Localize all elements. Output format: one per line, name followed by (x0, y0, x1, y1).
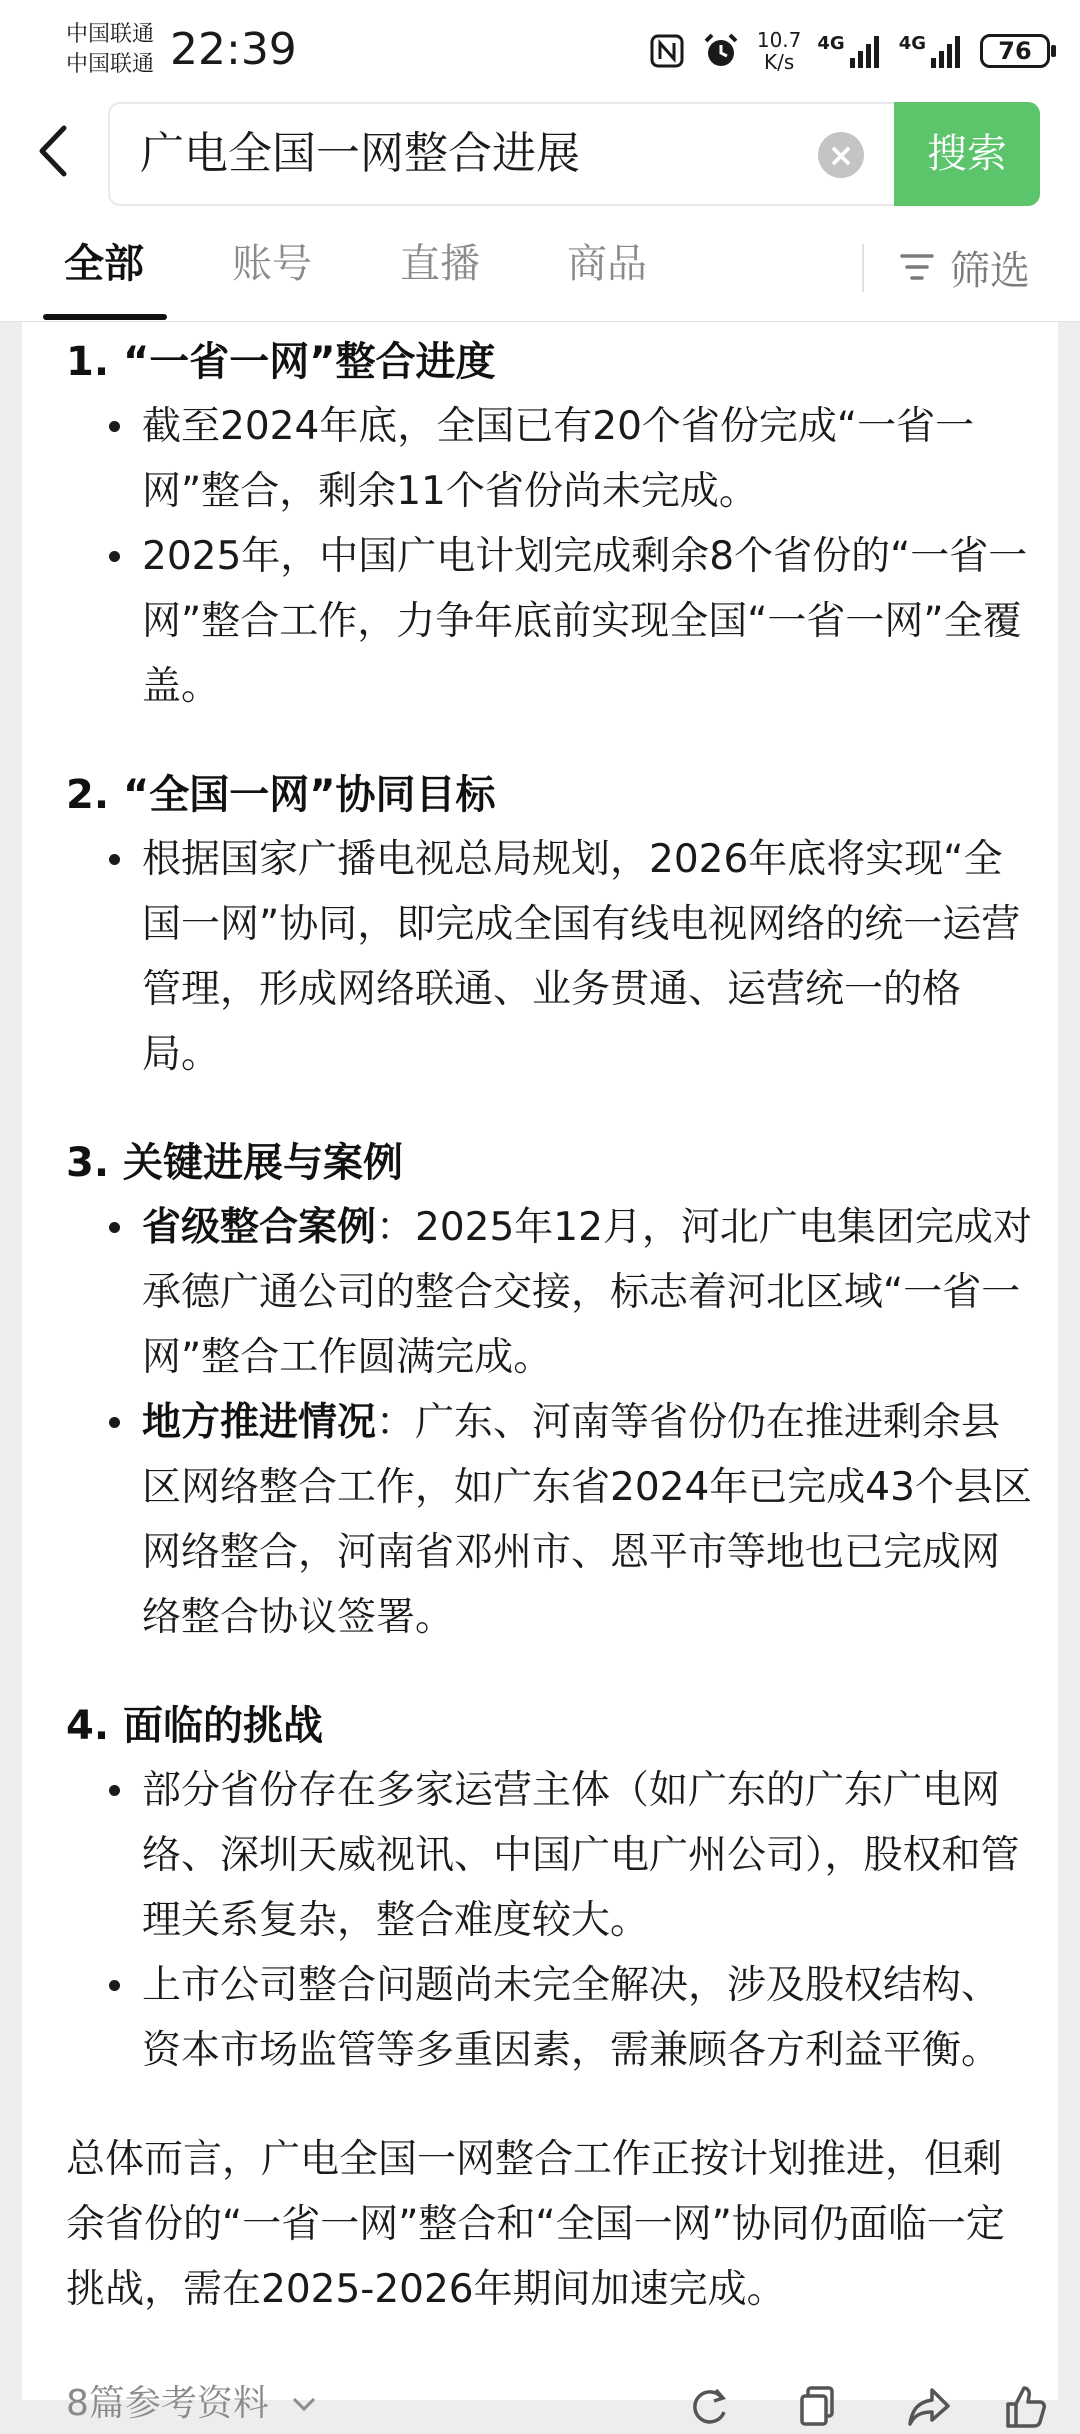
status-icons (649, 26, 1050, 76)
bullet-dot (109, 1785, 120, 1796)
copy-icon[interactable] (796, 2384, 842, 2430)
signal-bars-icon (849, 34, 883, 68)
bullet-item (66, 1953, 1038, 2083)
active-tab-indicator (43, 314, 167, 320)
thumbs-up-icon[interactable] (1002, 2384, 1048, 2430)
summary-paragraph: 总体而言，广电全国一网整合工作正按计划推进，但剩余省份的“一省一网”整合和“全国一网”协同仍面临一定挑战，需在2025-2026年期间加速完成。 (66, 2137, 1005, 2312)
bullet-text: ：2025年12月，河北广电集团完成对承德广通公司的整合交接，标志着河北区域“一省一网”整合工作圆满完成。 (142, 1205, 1032, 1380)
section (66, 1694, 1038, 2083)
tab-live[interactable]: 直播 (400, 241, 480, 287)
bullet-bold-label: 地方推进情况 (142, 1400, 377, 1445)
search-box[interactable] (108, 102, 1038, 206)
battery-indicator: 76 (980, 34, 1050, 68)
bullet-dot (109, 1980, 120, 1991)
network-type-2: 4G (898, 33, 926, 54)
carrier-1: 中国联通 (66, 22, 155, 47)
bullet-list (66, 1195, 1038, 1650)
answer-card (22, 322, 1058, 2424)
net-speed (757, 29, 802, 73)
bullet-list (66, 394, 1038, 719)
bullet-list (66, 827, 1038, 1087)
back-button[interactable] (26, 118, 86, 184)
clear-icon[interactable]: × (818, 132, 864, 178)
signal-1 (817, 34, 882, 68)
sources-row (66, 2374, 1046, 2434)
sources-label: 8篇参考资料 (66, 2383, 269, 2424)
section-heading: 4. 面临的挑战 (66, 1703, 323, 1749)
refresh-icon[interactable] (686, 2384, 732, 2430)
nfc-icon (649, 33, 685, 69)
bullet-item (66, 827, 1038, 1087)
signal-2 (899, 34, 964, 68)
answer-content (66, 330, 1038, 2322)
clock: 22:39 (170, 24, 297, 75)
bullet-dot (109, 421, 120, 432)
search-button[interactable]: 搜索 (894, 102, 1040, 206)
bullet-item (66, 1390, 1038, 1650)
chevron-left-icon (26, 118, 86, 184)
bullet-item (66, 1195, 1038, 1390)
share-icon[interactable] (906, 2384, 952, 2430)
bullet-bold-label: 省级整合案例 (142, 1205, 377, 1250)
net-speed-unit: K/s (763, 50, 795, 74)
bullet-item (66, 1758, 1038, 1953)
alarm-icon (701, 31, 741, 71)
tab-products[interactable]: 商品 (567, 241, 647, 287)
section (66, 763, 1038, 1087)
search-input[interactable]: 广电全国一网整合进展 (140, 128, 580, 179)
net-speed-value: 10.7 (756, 28, 802, 52)
section (66, 1131, 1038, 1650)
bullet-text: 部分省份存在多家运营主体（如广东的广东广电网络、深圳天威视讯、中国广电广州公司），股权和管理关系复杂，整合难度较大。 (142, 1768, 1020, 1943)
bullet-item (66, 524, 1038, 719)
network-type-1: 4G (817, 33, 845, 54)
carrier-2: 中国联通 (66, 52, 155, 77)
bullet-dot (109, 1417, 120, 1428)
section-heading: 1. “一省一网”整合进度 (66, 339, 496, 385)
sources-link[interactable] (66, 2374, 318, 2434)
bullet-text: 2025年，中国广电计划完成剩余8个省份的“一省一网”整合工作，力争年底前实现全国“一省一网”全覆盖。 (142, 534, 1028, 709)
filter-label: 筛选 (950, 247, 1030, 294)
tab-accounts[interactable]: 账号 (232, 241, 312, 287)
bullet-item (66, 394, 1038, 524)
filter-icon (900, 252, 934, 282)
bullet-text: 上市公司整合问题尚未完全解决，涉及股权结构、资本市场监管等多重因素，需兼顾各方利益平衡。 (142, 1963, 1001, 2073)
section-heading: 3. 关键进展与案例 (66, 1140, 403, 1186)
section (66, 330, 1038, 719)
chevron-down-icon (290, 2395, 318, 2415)
bullet-dot (109, 1222, 120, 1233)
status-bar (0, 0, 1080, 96)
bullet-text: 根据国家广播电视总局规划，2026年底将实现“全国一网”协同，即完成全国有线电视网络的统一运营管理，形成网络联通、业务贯通、运营统一的格局。 (142, 837, 1021, 1077)
search-header (0, 96, 1080, 214)
tab-bar (0, 214, 1080, 322)
filter-button[interactable] (900, 214, 1030, 320)
section-heading: 2. “全国一网”协同目标 (66, 772, 496, 818)
bullet-text: ：广东、河南等省份仍在推进剩余县区网络整合工作，如广东省2024年已完成43个县区网络整合，河南省邓州市、恩平市等地也已完成网络整合协议签署。 (142, 1400, 1032, 1640)
carrier-info (66, 20, 154, 80)
tab-divider (862, 244, 864, 292)
bullet-list (66, 1758, 1038, 2083)
bullet-text: 截至2024年底，全国已有20个省份完成“一省一网”整合，剩余11个省份尚未完成。 (142, 404, 975, 514)
bullet-dot (109, 854, 120, 865)
bullet-dot (109, 551, 120, 562)
signal-bars-icon (930, 34, 964, 68)
tab-all[interactable]: 全部 (64, 241, 144, 287)
